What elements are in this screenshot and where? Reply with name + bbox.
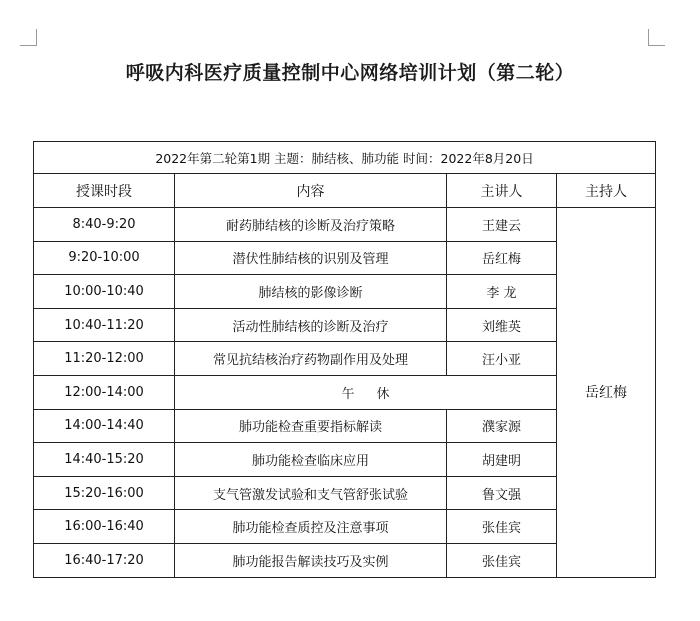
crop-mark-top-left xyxy=(20,29,37,46)
lunch-break-label: 午休 xyxy=(341,386,412,402)
banner-row xyxy=(34,142,656,174)
lunch-break-cell xyxy=(175,375,557,409)
header-content: 内容 xyxy=(175,174,447,208)
training-schedule-table xyxy=(33,141,656,578)
table-row xyxy=(34,208,656,242)
content-cell: 活动性肺结核的诊断及治疗 xyxy=(175,308,447,342)
time-cell: 16:00-16:40 xyxy=(34,510,175,544)
speaker-cell: 岳红梅 xyxy=(447,241,557,275)
content-cell: 肺结核的影像诊断 xyxy=(175,275,447,309)
content-cell: 潜伏性肺结核的识别及管理 xyxy=(175,241,447,275)
time-cell: 16:40-17:20 xyxy=(34,543,175,577)
time-cell: 11:20-12:00 xyxy=(34,342,175,376)
speaker-cell: 濮家源 xyxy=(447,409,557,443)
speaker-cell: 刘维英 xyxy=(447,308,557,342)
time-cell: 15:20-16:00 xyxy=(34,476,175,510)
speaker-cell: 胡建明 xyxy=(447,443,557,477)
page-title: 呼吸内科医疗质量控制中心网络培训计划（第二轮） xyxy=(125,62,575,84)
time-cell: 9:20-10:00 xyxy=(34,241,175,275)
content-cell: 肺功能报告解读技巧及实例 xyxy=(175,543,447,577)
time-cell: 10:00-10:40 xyxy=(34,275,175,309)
speaker-cell: 鲁文强 xyxy=(447,476,557,510)
speaker-cell: 张佳宾 xyxy=(447,543,557,577)
session-banner: 2022年第二轮第1期 主题：肺结核、肺功能 时间：2022年8月20日 xyxy=(34,142,656,174)
time-cell: 10:40-11:20 xyxy=(34,308,175,342)
header-host: 主持人 xyxy=(557,174,656,208)
speaker-cell: 王建云 xyxy=(447,208,557,242)
time-cell: 8:40-9:20 xyxy=(34,208,175,242)
time-cell: 14:00-14:40 xyxy=(34,409,175,443)
speaker-cell: 张佳宾 xyxy=(447,510,557,544)
speaker-cell: 汪小亚 xyxy=(447,342,557,376)
time-cell: 14:40-15:20 xyxy=(34,443,175,477)
header-time: 授课时段 xyxy=(34,174,175,208)
content-cell: 肺功能检查重要指标解读 xyxy=(175,409,447,443)
host-cell: 岳红梅 xyxy=(557,208,656,578)
content-cell: 常见抗结核治疗药物副作用及处理 xyxy=(175,342,447,376)
header-speaker: 主讲人 xyxy=(447,174,557,208)
time-cell: 12:00-14:00 xyxy=(34,375,175,409)
content-cell: 肺功能检查质控及注意事项 xyxy=(175,510,447,544)
header-row xyxy=(34,174,656,208)
content-cell: 肺功能检查临床应用 xyxy=(175,443,447,477)
content-cell: 支气管激发试验和支气管舒张试验 xyxy=(175,476,447,510)
speaker-cell: 李 龙 xyxy=(447,275,557,309)
content-cell: 耐药肺结核的诊断及治疗策略 xyxy=(175,208,447,242)
crop-mark-top-right xyxy=(648,29,665,46)
